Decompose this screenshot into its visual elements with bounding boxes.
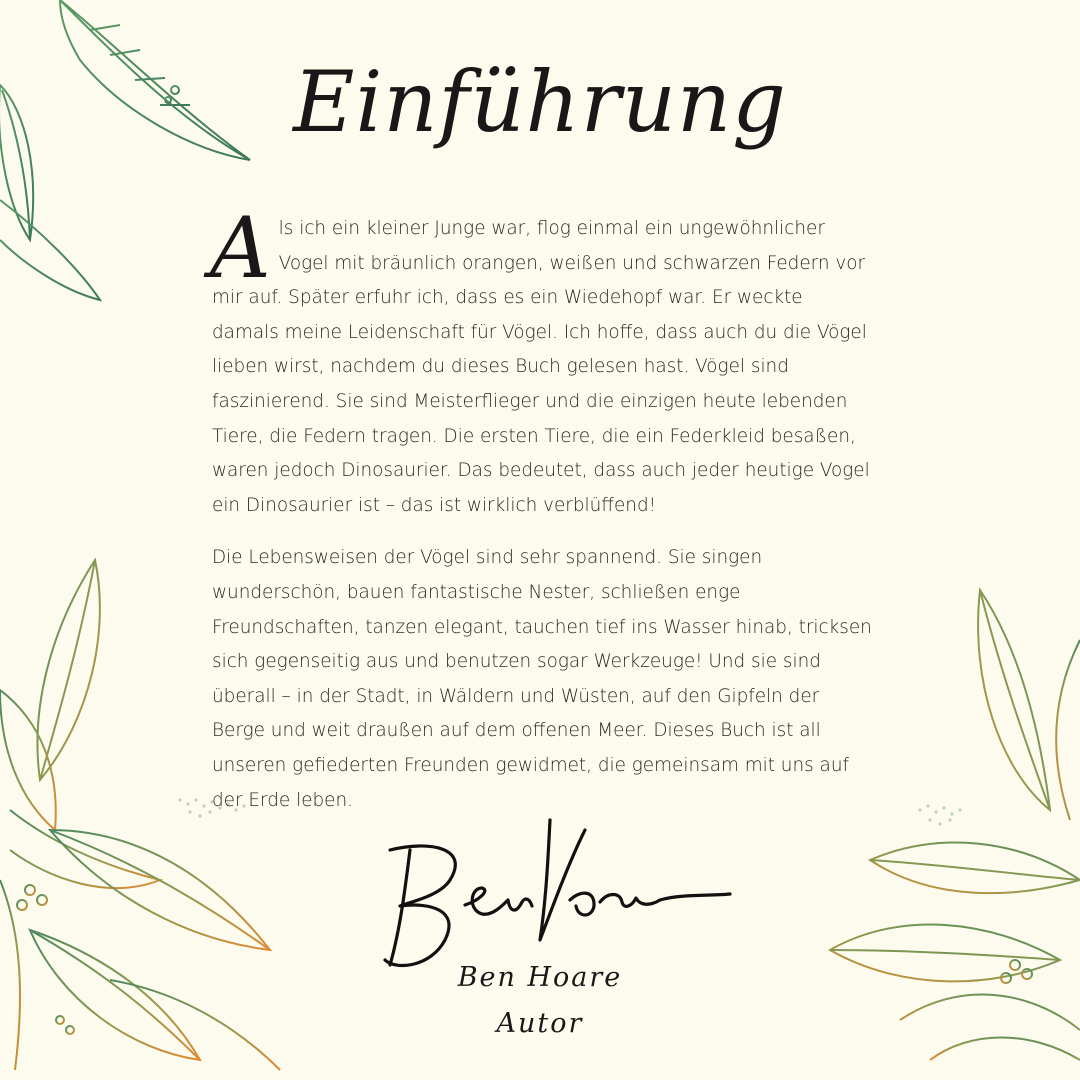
author-role: Autor (496, 1008, 584, 1039)
author-signature (370, 810, 750, 980)
paragraph-1-text: ls ich ein kleiner Junge war, flog einmal ein ungewöhnlicher Vogel mit bräunlich orangen, weißen und schwarzen Federn vor mir auf. Später erfuhr ich, dass es ein Wiedehopf war. Er weckte damals meine Leidenschaft für Vögel. Ich hoffe, dass auch du die Vögel lieben wirst, nachdem du dieses Buch gelesen hast. Vögel sind faszinierend. Sie sind Meisterflieger und die einzigen heute lebenden Tiere, die Federn tragen. Die ersten Tiere, die ein Federkleid besaßen, waren jedoch Dinosaurier. Das bedeutet, dass auch jeder heutige Vogel ein Dinosaurier ist – das ist wirklich verblüffend! (212, 218, 870, 516)
drop-cap: A (210, 199, 271, 297)
author-name: Ben Hoare (457, 962, 623, 993)
paragraph-2-text: Die Lebensweisen der Vögel sind sehr spannend. Sie singen wunderschön, bauen fantastische Nester, schließen enge Freundschaften, tanzen elegant, tauchen tief ins Wasser hinab, tricksen sich gegenseitig aus und benutzen sogar Werkzeuge! Und sie sind überall – in der Stadt, in Wäldern und Wüsten, auf den Gipfeln der Berge und weit draußen auf dem offenen Meer. Dieses Buch ist all unseren gefiederten Freunden gewidmet, die gemeinsam mit uns auf der Erde leben. (212, 547, 872, 811)
paragraph-2 (212, 541, 872, 818)
paragraph-1 (210, 199, 872, 523)
introduction-text (210, 199, 872, 818)
page-title: Einführung (293, 53, 787, 151)
